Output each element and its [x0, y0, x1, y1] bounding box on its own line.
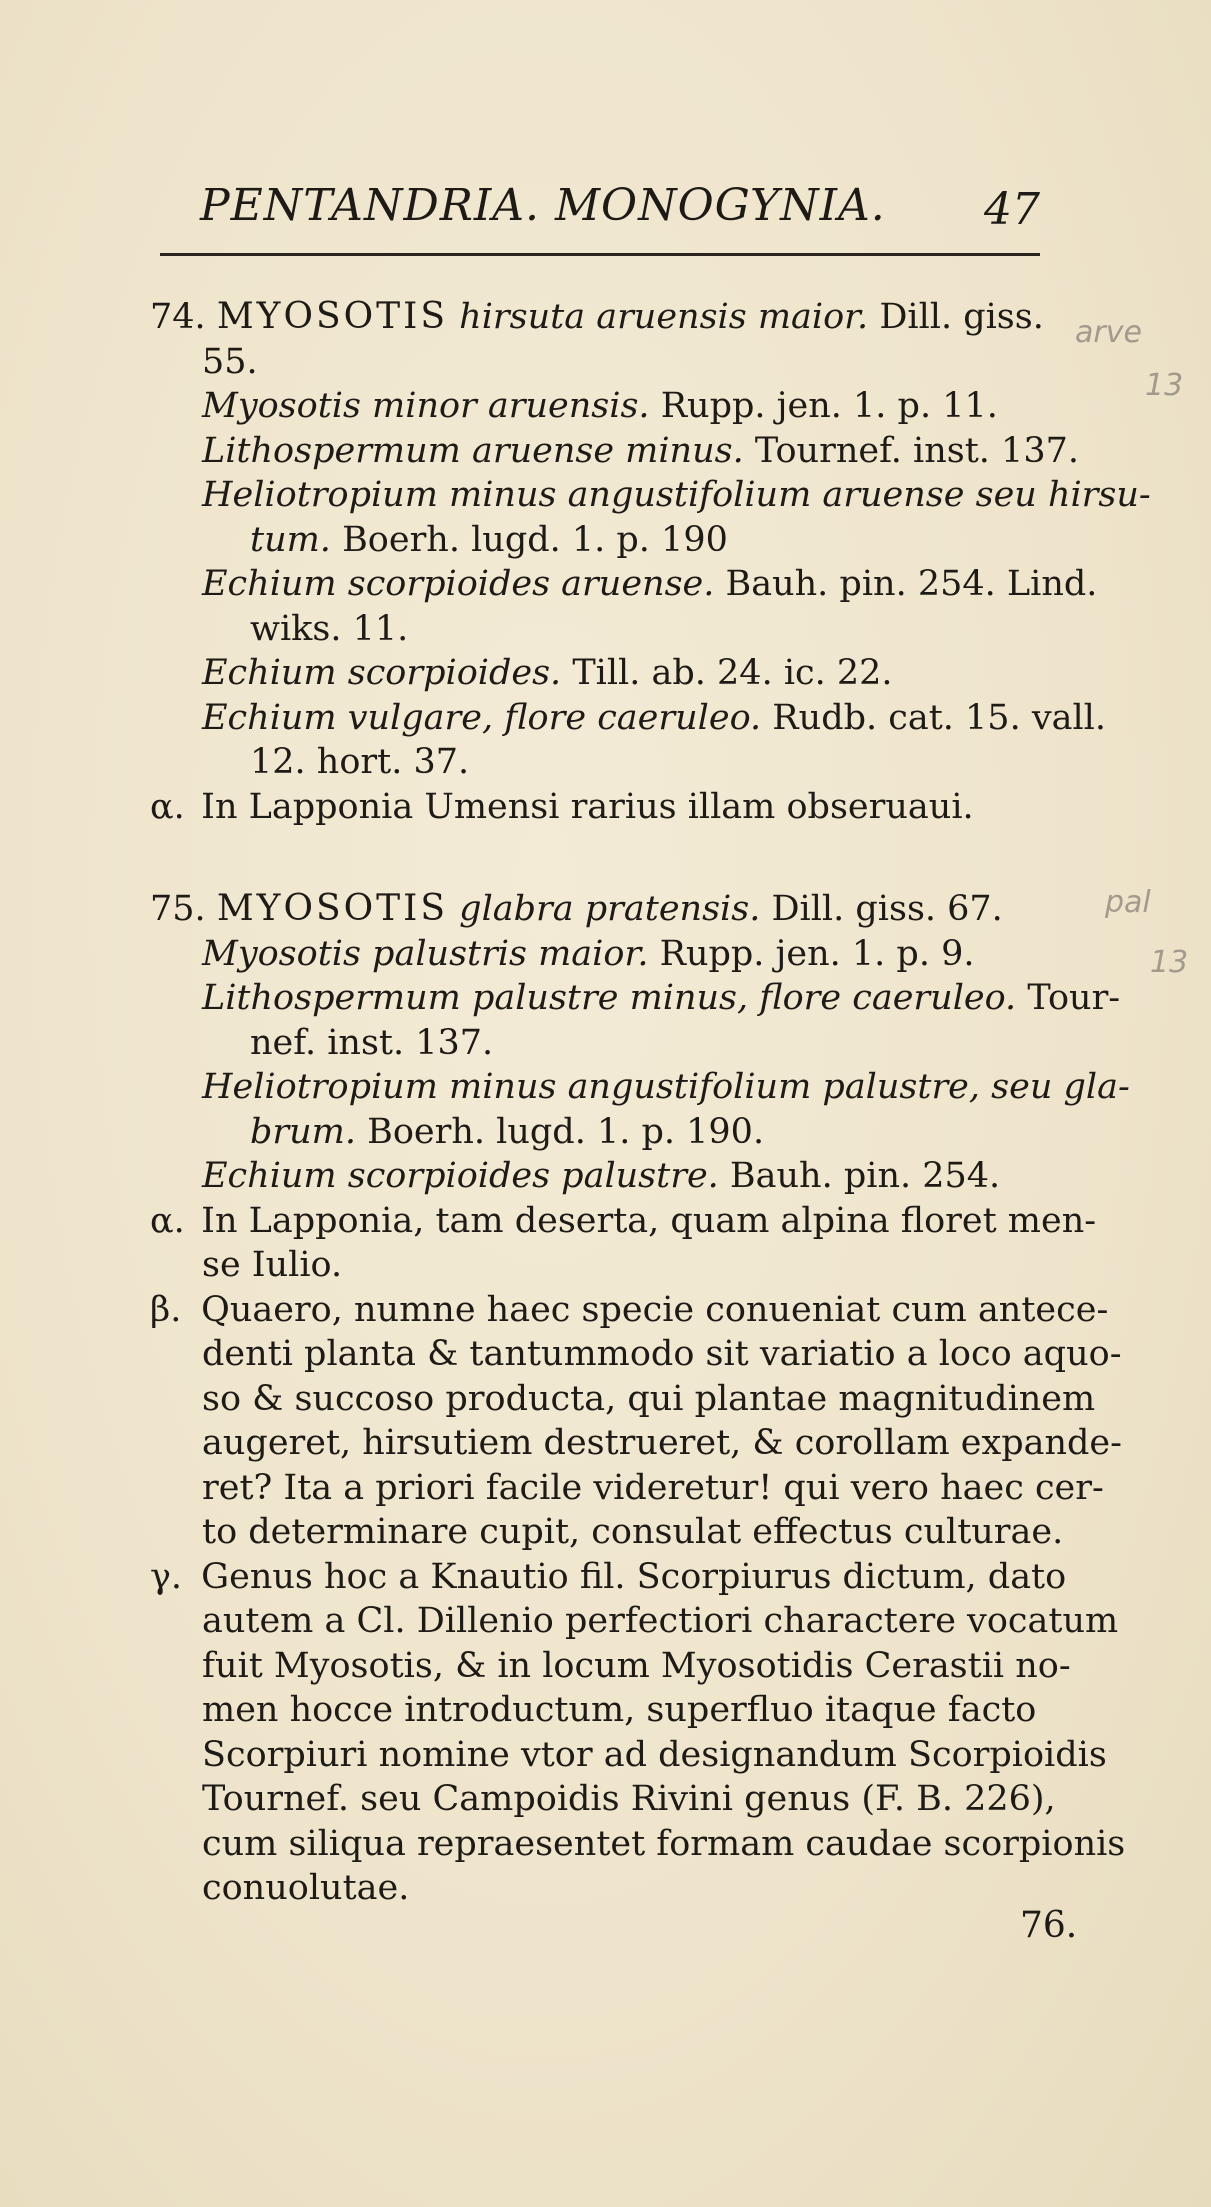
note-text: to determinare cupit, consulat effectus culturae.	[202, 1512, 1064, 1552]
page-header	[160, 180, 1040, 250]
text-line	[150, 340, 1050, 385]
synonym-name: Heliotropium minus angustifolium aruense seu hirsu-	[202, 475, 1151, 515]
note-text: fuit Myosotis, & in locum Myosotidis Cerastii no-	[202, 1645, 1071, 1686]
synonym-name: Echium scorpioides.	[202, 653, 562, 693]
note-marker: β.	[150, 1289, 182, 1330]
synonym-line	[150, 473, 1151, 518]
note-marker: α.	[150, 786, 185, 827]
note-line	[150, 1243, 1050, 1288]
note-line	[150, 1466, 1104, 1511]
synonym-line	[150, 932, 1050, 977]
note-text: In Lapponia Umensi rarius illam obseruaui.	[201, 786, 974, 827]
margin-note: arve	[1075, 315, 1142, 350]
note-text: se Iulio.	[202, 1245, 343, 1285]
synonym-name: Heliotropium minus angustifolium palustre, seu gla-	[202, 1067, 1130, 1107]
reference: Tournef. inst. 137.	[754, 430, 1079, 471]
running-head: PENTANDRIA. MONOGYNIA.	[200, 180, 886, 231]
reference: Till. ab. 24. ic. 22.	[572, 653, 893, 693]
synonym-line	[150, 696, 1106, 741]
entry-heading	[150, 295, 1050, 340]
synonym-name: Echium scorpioides aruense.	[202, 564, 715, 604]
note-line	[150, 1688, 1050, 1733]
note-line	[150, 1777, 1056, 1822]
note-text: Quaero, numne haec specie conueniat cum antece-	[201, 1289, 1109, 1330]
entry-heading	[150, 887, 1050, 932]
note-line	[150, 1199, 1097, 1244]
reference: Boerh. lugd. 1. p. 190.	[367, 1111, 765, 1152]
note-text: Scorpiuri nomine vtor ad designandum Scorpioidis	[202, 1734, 1107, 1775]
synonym-name: tum.	[250, 519, 331, 560]
note-text: denti planta & tantummodo sit variatio a loco aquo-	[202, 1334, 1122, 1374]
entry-number: 74.	[150, 297, 206, 337]
reference: 12. hort. 37.	[250, 742, 470, 782]
note-text: In Lapponia, tam deserta, quam alpina floret men-	[201, 1200, 1097, 1241]
note-marker: α.	[150, 1200, 185, 1241]
synonym-name: brum.	[250, 1111, 356, 1152]
margin-note: 13	[1145, 368, 1184, 403]
synonym-line	[150, 976, 1121, 1021]
note-marker: γ.	[150, 1556, 183, 1597]
synonym-line	[150, 1154, 1050, 1199]
synonym-name: Echium scorpioides palustre.	[202, 1156, 719, 1196]
reference: Dill. giss. 67.	[771, 889, 1003, 929]
header-rule	[160, 253, 1040, 256]
synonym-line	[150, 562, 1098, 607]
margin-note: pal	[1105, 885, 1151, 920]
species-epithet: glabra pratensis.	[459, 889, 761, 929]
synonym-line	[150, 384, 1050, 429]
note-text: augeret, hirsutiem destrueret, & corollam expande-	[202, 1423, 1122, 1463]
genus-name: MYOSOTIS	[216, 296, 449, 337]
note-line	[150, 1733, 1107, 1778]
reference: Rudb. cat. 15. vall.	[772, 697, 1106, 738]
entry-number: 75.	[150, 889, 206, 929]
note-text: so & succoso producta, qui plantae magnitudinem	[202, 1378, 1096, 1419]
note-text: men hocce introductum, superfluo itaque facto	[202, 1690, 1037, 1730]
synonym-name: Echium vulgare, flore caeruleo.	[202, 697, 762, 738]
species-epithet: hirsuta aruensis maior.	[459, 297, 869, 337]
note-text: cum siliqua repraesentet formam caudae scorpionis	[202, 1823, 1126, 1864]
note-line	[150, 1555, 1067, 1600]
note-line	[150, 1822, 1126, 1867]
note-text: Genus hoc a Knautio fil. Scorpiurus dictum, dato	[201, 1556, 1067, 1597]
note-line	[150, 1421, 1122, 1466]
note-text: Tournef. seu Campoidis Rivini genus (F. B. 226),	[202, 1779, 1056, 1819]
margin-note: 13	[1150, 945, 1189, 980]
catchword: 76.	[1020, 1905, 1078, 1946]
reference: 55.	[202, 341, 258, 382]
synonym-line	[150, 429, 1079, 474]
reference: Tour-	[1027, 978, 1121, 1018]
note-line	[150, 1288, 1109, 1333]
note-line	[150, 785, 1050, 830]
text-line	[150, 740, 1050, 785]
reference: Rupp. jen. 1. p. 11.	[660, 386, 998, 426]
reference: wiks. 11.	[250, 608, 409, 649]
reference: Bauh. pin. 254.	[729, 1156, 1001, 1196]
reference: Dill. giss.	[879, 297, 1044, 337]
note-text: ret? Ita a priori facile videretur! qui vero haec cer-	[202, 1467, 1104, 1508]
synonym-line	[150, 651, 1050, 696]
page-number: 47	[984, 184, 1040, 235]
note-line	[150, 1644, 1071, 1689]
note-line	[150, 1332, 1122, 1377]
synonym-name: Myosotis palustris maior.	[202, 933, 649, 974]
reference: Bauh. pin. 254. Lind.	[725, 564, 1098, 604]
note-line	[150, 1599, 1119, 1644]
synonym-line	[150, 1065, 1130, 1110]
note-line	[150, 1866, 1050, 1911]
synonym-line	[150, 1110, 1050, 1155]
reference: Rupp. jen. 1. p. 9.	[659, 933, 975, 974]
entry-gap	[150, 829, 1050, 887]
synonym-name: Lithospermum palustre minus, flore caeruleo.	[202, 978, 1017, 1018]
synonym-name: Myosotis minor aruensis.	[202, 386, 650, 426]
reference: Boerh. lugd. 1. p. 190	[342, 519, 728, 560]
text-line	[150, 607, 1050, 652]
reference: nef. inst. 137.	[250, 1022, 494, 1063]
genus-name: MYOSOTIS	[216, 888, 449, 929]
note-line	[150, 1510, 1064, 1555]
synonym-line	[150, 518, 1050, 563]
entry-75	[150, 887, 1130, 1911]
note-text: conuolutae.	[202, 1868, 410, 1908]
note-line	[150, 1377, 1096, 1422]
synonym-name: Lithospermum aruense minus.	[202, 430, 744, 471]
text-line	[150, 1021, 1050, 1066]
note-text: autem a Cl. Dillenio perfectiori charactere vocatum	[202, 1601, 1119, 1641]
